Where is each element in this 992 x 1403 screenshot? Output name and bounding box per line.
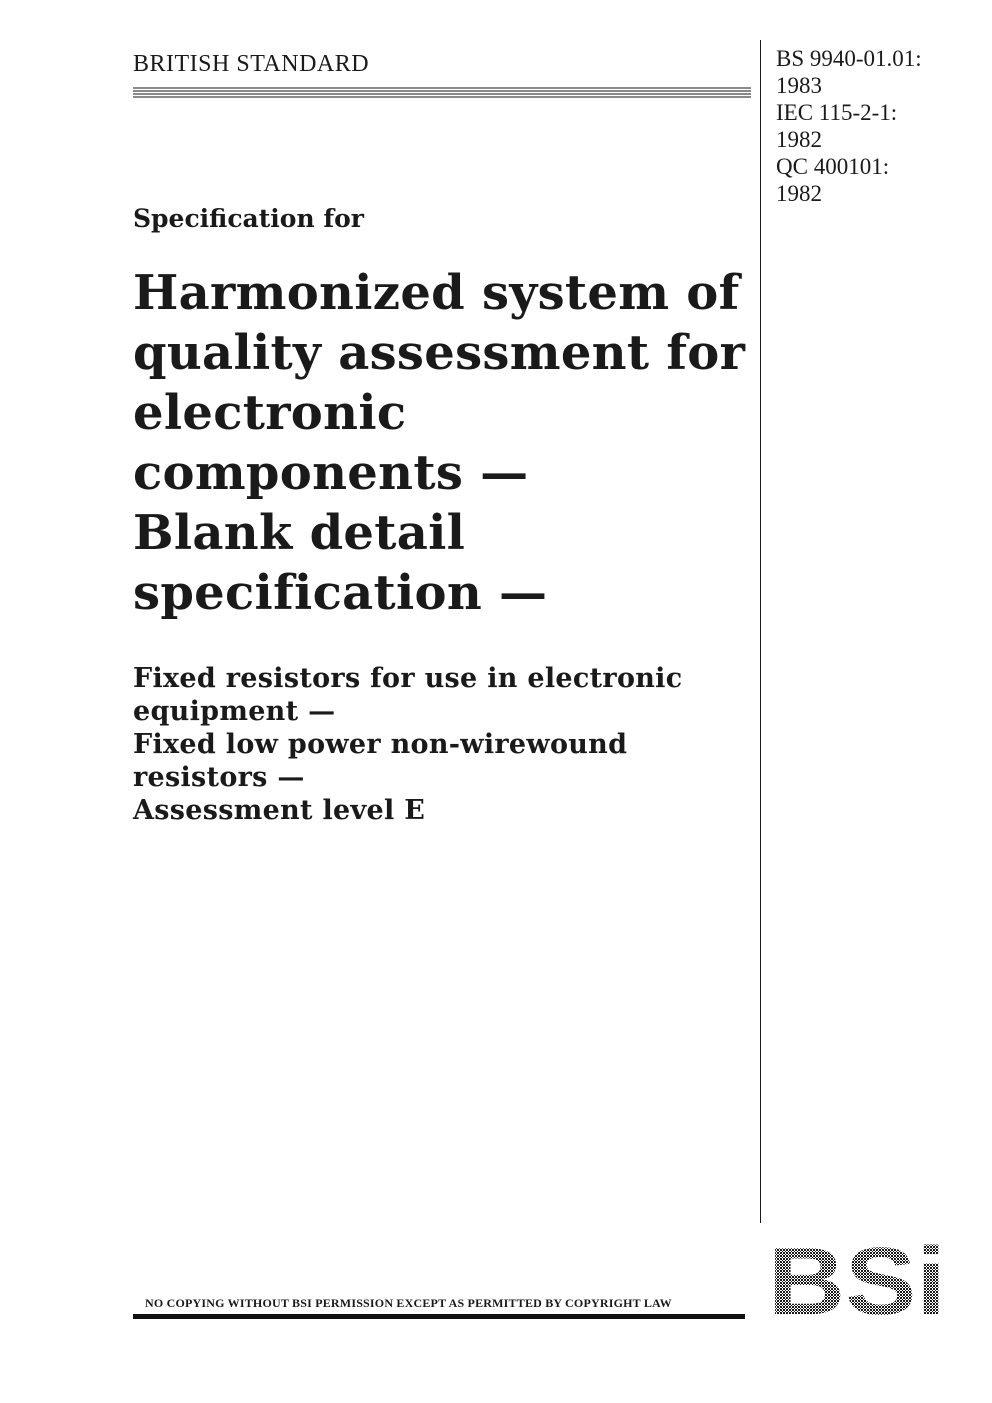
header-label: BRITISH STANDARD <box>133 51 370 77</box>
subtitle-line: resistors — <box>133 762 305 793</box>
title-line: specification — <box>133 565 548 621</box>
subtitle-line: Fixed low power non-wirewound <box>133 729 628 760</box>
header-rule <box>133 87 751 99</box>
standard-number-iec: IEC 115-2-1: <box>776 100 898 125</box>
document-subtitle <box>133 662 753 827</box>
vertical-divider <box>760 40 761 1223</box>
title-line: quality assessment for <box>133 325 746 381</box>
subtitle-line: equipment — <box>133 696 336 727</box>
standard-number-bs: BS 9940-01.01: <box>776 46 922 71</box>
title-line: Harmonized system of <box>133 265 740 321</box>
standard-number-qc: QC 400101: <box>776 154 890 179</box>
footer-rule <box>133 1314 745 1319</box>
intro-text: Specification for <box>133 204 364 233</box>
document-title <box>133 263 753 623</box>
copyright-notice: NO COPYING WITHOUT BSI PERMISSION EXCEPT AS PERMITTED BY COPYRIGHT LAW <box>145 1296 672 1310</box>
standard-year-bs: 1983 <box>776 73 822 98</box>
bsi-logo-icon <box>768 1243 946 1317</box>
title-line: electronic <box>133 385 407 441</box>
logo-text: BSi <box>768 1243 946 1317</box>
title-line: components — <box>133 445 529 501</box>
subtitle-line: Fixed resistors for use in electronic <box>133 663 683 694</box>
subtitle-line: Assessment level E <box>133 795 426 826</box>
title-line: Blank detail <box>133 505 466 561</box>
standard-numbers <box>776 45 976 207</box>
standard-year-qc: 1982 <box>776 181 822 206</box>
standard-year-iec: 1982 <box>776 127 822 152</box>
